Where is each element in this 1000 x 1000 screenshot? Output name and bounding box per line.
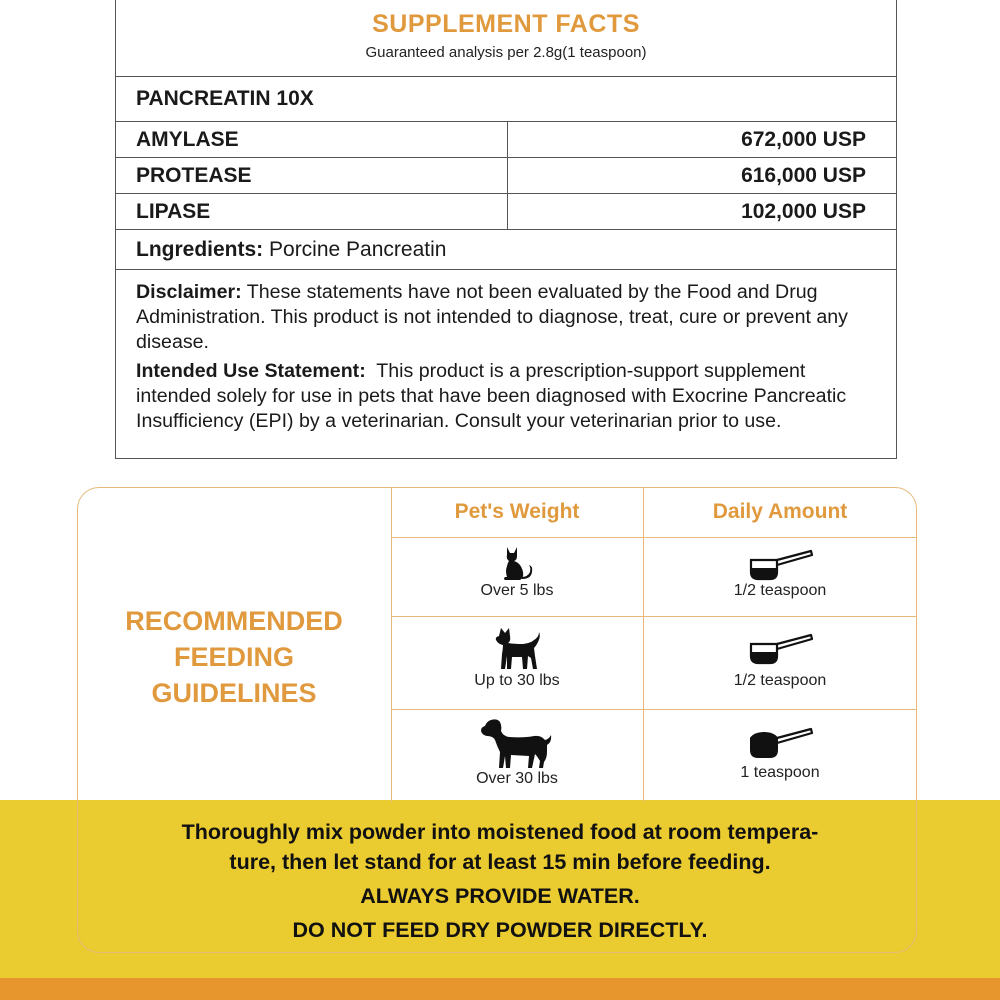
facts-title: SUPPLEMENT FACTS: [372, 10, 640, 38]
disclaimer-label: Disclaimer:: [136, 281, 242, 303]
enzyme-row: [116, 122, 896, 158]
bottom-orange-strip: [0, 978, 1000, 1000]
intended-use-label: Intended Use Statement:: [136, 360, 366, 382]
guidelines-heading-line: FEEDING: [173, 642, 294, 672]
instruction-line: ture, then let stand for at least 15 min before feeding.: [229, 850, 771, 874]
amount-cell: [643, 724, 917, 782]
warning-water: ALWAYS PROVIDE WATER.: [360, 884, 640, 908]
scoop-full-icon: [745, 724, 815, 760]
enzyme-row: [116, 194, 896, 230]
facts-subtitle: Guaranteed analysis per 2.8g(1 teaspoon): [365, 44, 647, 61]
feeding-instructions: [0, 817, 1000, 945]
scoop-half-icon: [745, 546, 815, 582]
enzyme-value: 102,000 USP: [741, 199, 866, 223]
weight-cell: [391, 546, 643, 600]
instruction-line: Thoroughly mix powder into moistened food at room tempera-: [181, 820, 819, 844]
guidelines-heading-line: RECOMMENDED: [125, 606, 343, 636]
facts-header: [116, 0, 896, 77]
intended-use-text: This product is a prescription-support supplement intended solely for use in pets that have been diagnosed with Exocrine Pancreatic Insufficiency (EPI) by a veterinarian. Consult your veterinarian prior to use.: [136, 360, 852, 432]
weight-label: Over 5 lbs: [480, 582, 554, 599]
disclaimer-paragraph: [136, 280, 876, 355]
ingredients-row: [116, 230, 896, 270]
enzyme-value: 616,000 USP: [741, 163, 866, 187]
amount-label: 1/2 teaspoon: [733, 582, 827, 599]
weight-cell: [391, 718, 643, 788]
column-header-amount: Daily Amount: [712, 500, 848, 523]
supplement-facts-panel: [115, 0, 897, 459]
scoop-half-icon: [745, 630, 815, 666]
weight-cell: [391, 626, 643, 690]
main-ingredient: PANCREATIN 10X: [136, 87, 314, 110]
enzyme-name: LIPASE: [116, 194, 508, 229]
guidelines-heading: [78, 603, 390, 711]
enzyme-value: 672,000 USP: [741, 127, 866, 151]
small-dog-icon: [491, 626, 543, 672]
amount-cell: [643, 546, 917, 600]
weight-label: Up to 30 lbs: [474, 672, 560, 689]
amount-label: 1/2 teaspoon: [733, 672, 827, 689]
column-header-weight: Pet's Weight: [454, 500, 580, 523]
enzyme-row: [116, 158, 896, 194]
intended-use-paragraph: [136, 359, 876, 434]
warning-dry-powder: DO NOT FEED DRY POWDER DIRECTLY.: [292, 918, 708, 942]
enzyme-name: PROTEASE: [116, 158, 508, 193]
ingredients-value: Porcine Pancreatin: [263, 237, 447, 261]
cat-icon: [497, 546, 537, 582]
amount-cell: [643, 630, 917, 690]
amount-label: 1 teaspoon: [740, 764, 820, 781]
main-ingredient-row: [116, 77, 896, 122]
table-divider: [391, 709, 917, 710]
large-dog-icon: [479, 718, 555, 770]
guidelines-heading-line: GUIDELINES: [151, 678, 317, 708]
disclaimer-block: [116, 270, 896, 434]
enzyme-name: AMYLASE: [116, 122, 508, 157]
disclaimer-text: These statements have not been evaluated by the Food and Drug Administration. This product is not intended to diagnose, treat, cure or prevent any disease.: [136, 281, 848, 353]
feeding-table: [391, 488, 917, 802]
weight-label: Over 30 lbs: [476, 770, 558, 787]
ingredients-label: Lngredients:: [136, 237, 264, 261]
table-divider: [391, 616, 917, 617]
